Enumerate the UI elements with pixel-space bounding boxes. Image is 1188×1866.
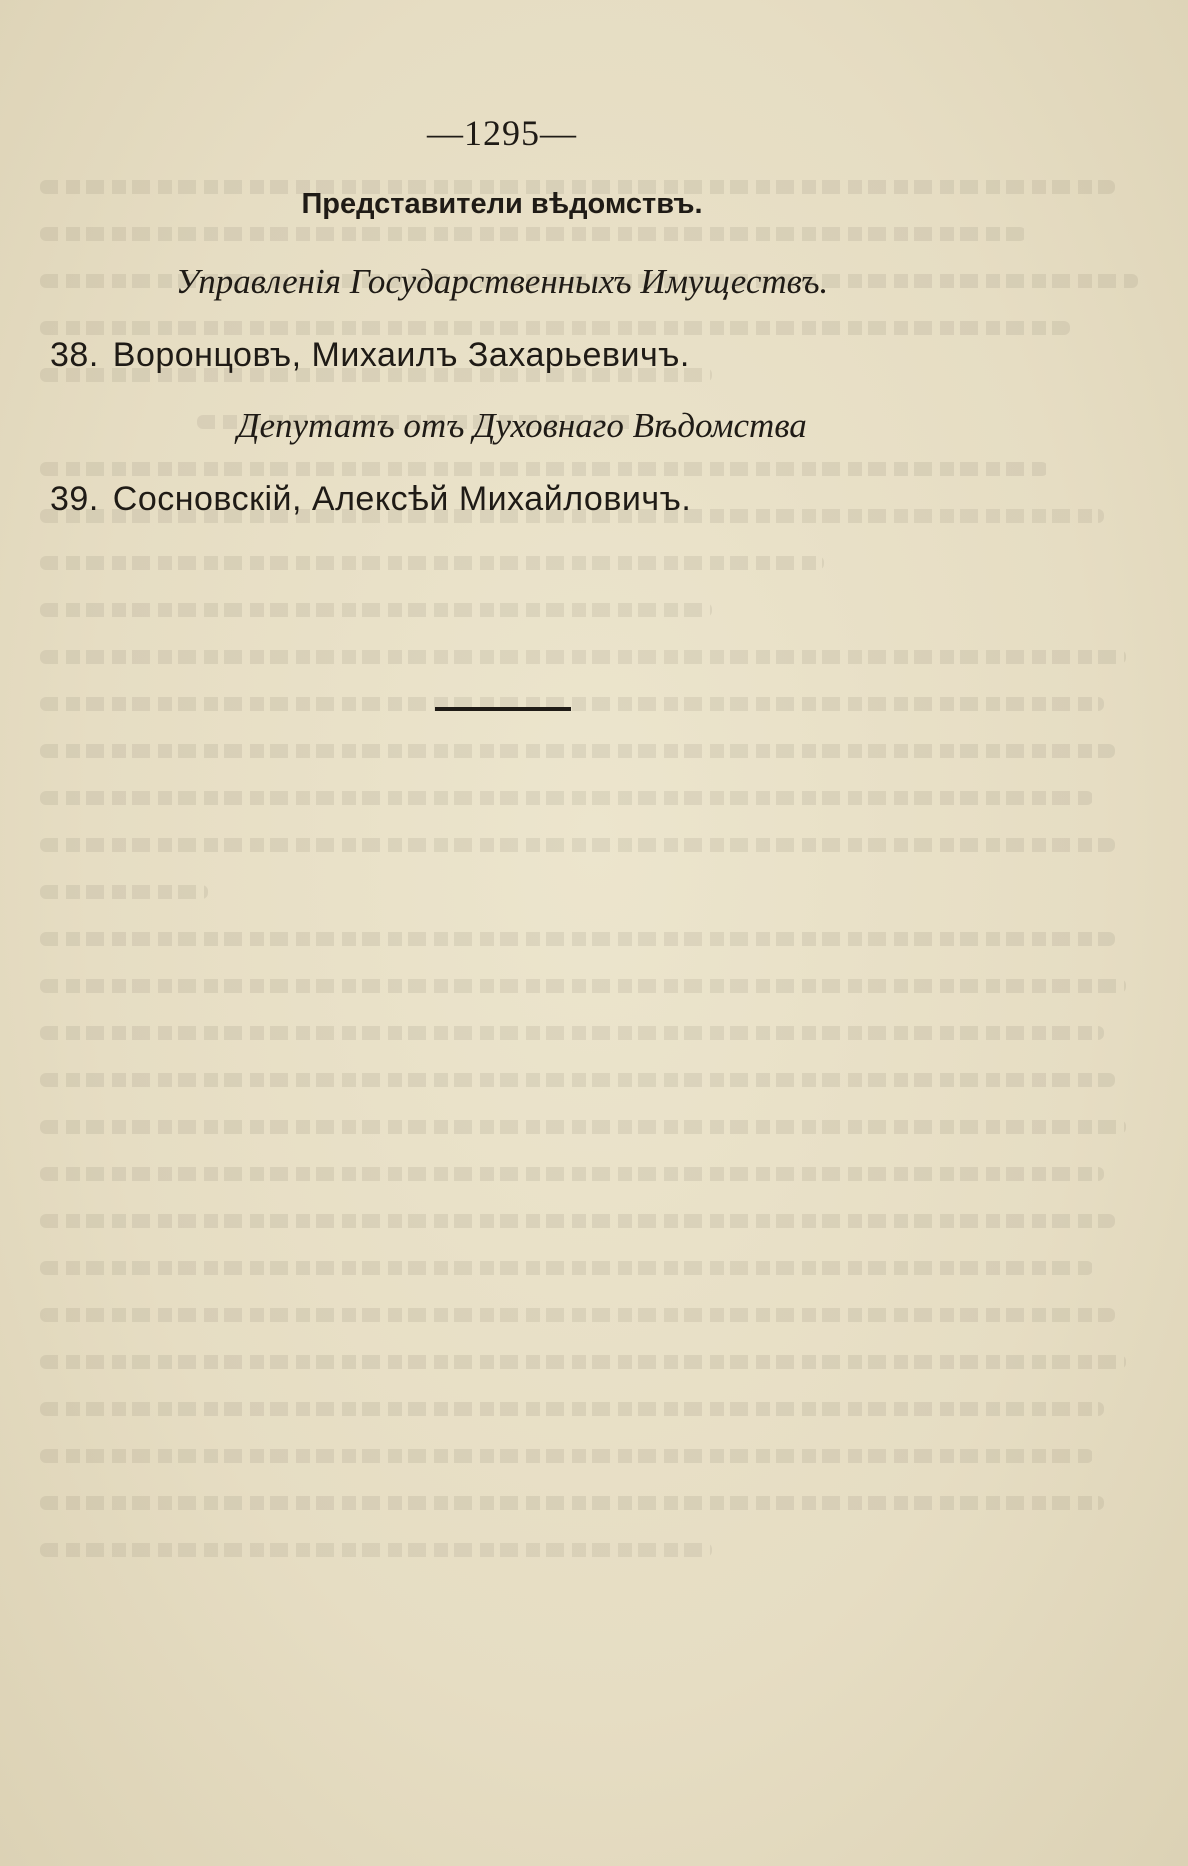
entry-name: Воронцовъ, Михаилъ Захарьевичъ. <box>112 336 690 374</box>
department-title: Управленія Государственныхъ Имуществъ. <box>175 262 829 301</box>
list-item <box>50 480 691 519</box>
entry-number: 38. <box>50 336 99 374</box>
entry-number: 39. <box>50 480 99 518</box>
section-heading: Представители вѣдомствъ. <box>301 188 703 220</box>
entry-name: Сосновскій, Алексѣй Михайловичъ. <box>112 480 692 518</box>
list-item <box>50 336 690 375</box>
end-rule-divider <box>435 707 571 711</box>
reverse-side-show-through <box>40 180 1160 1680</box>
page-number: —1295— <box>427 113 577 153</box>
department-title: Депутатъ отъ Духовнаго Вѣдомства <box>237 406 807 445</box>
